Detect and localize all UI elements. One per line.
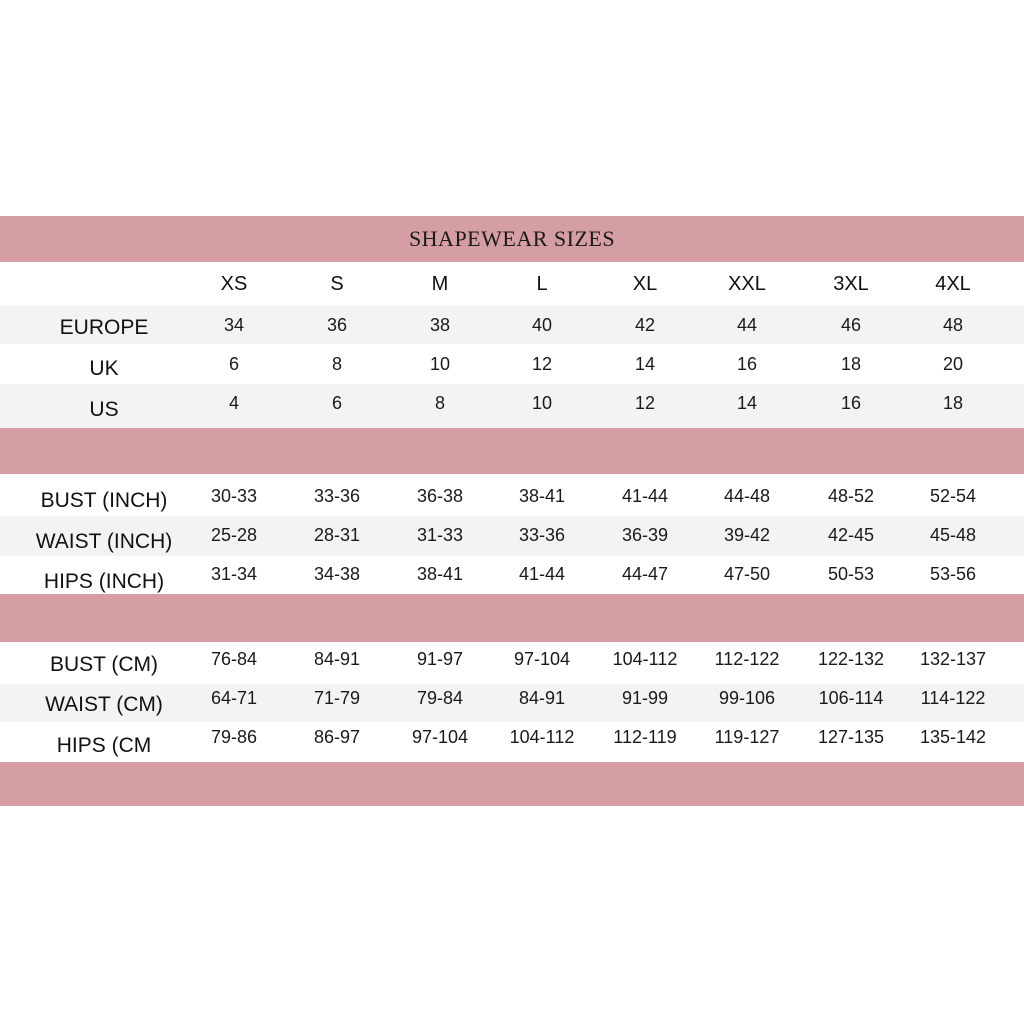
cm-measurement-cell: 135-142 [919,727,987,747]
section-divider-band [0,428,1024,474]
size-conversion-row-label: US [89,398,119,421]
cm-measurement-cell: 122-132 [817,649,885,669]
size-conversion-cell: 6 [228,354,239,374]
inch-measurement-cell: 31-34 [210,564,258,584]
size-header-s: S [330,273,344,295]
size-conversion-cell: 18 [942,393,964,413]
size-conversion-cell: 48 [942,315,964,335]
inch-measurement-cell: 36-38 [416,486,464,506]
size-header-4xl: 4XL [935,273,971,295]
cm-measurement-cell: 91-99 [621,688,669,708]
size-conversion-cell: 38 [429,315,451,335]
cm-measurement-cell: 97-104 [411,727,469,747]
inch-measurement-cell: 31-33 [416,525,464,545]
inch-measurement-cell: 50-53 [827,564,875,584]
cm-measurement-cell: 119-127 [714,727,780,747]
size-conversion-cell: 34 [223,315,245,335]
inch-measurement-cell: 25-28 [210,525,258,545]
inch-measurement-cell: 38-41 [518,486,566,506]
cm-measurement-cell: 132-137 [919,649,987,669]
cm-measurement-cell: 84-91 [313,649,361,669]
size-conversion-cell: 40 [531,315,553,335]
inch-measurement-cell: 42-45 [827,525,875,545]
inch-measurement-cell: 44-47 [621,564,669,584]
size-header-xxl: XXL [728,273,766,295]
inch-measurement-cell: 48-52 [827,486,875,506]
cm-measurement-cell: 114-122 [920,688,986,708]
inch-measurement-cell: 45-48 [929,525,977,545]
cm-measurement-cell: 99-106 [718,688,776,708]
inch-measurement-cell: 33-36 [518,525,566,545]
section-divider-band [0,594,1024,642]
cm-measurement-cell: 79-86 [210,727,258,747]
inch-measurement-row-label: BUST (INCH) [40,489,168,512]
cm-measurement-cell: 112-119 [613,727,677,747]
size-conversion-cell: 14 [634,354,656,374]
size-conversion-cell: 14 [736,393,758,413]
size-conversion-cell: 8 [331,354,342,374]
size-conversion-cell: 36 [326,315,348,335]
cm-measurement-cell: 104-112 [612,649,678,669]
cm-measurement-row-label: HIPS (CM [56,734,152,757]
size-conversion-row-label: UK [89,357,119,380]
inch-measurement-row-label: HIPS (INCH) [43,570,165,593]
cm-measurement-cell: 84-91 [518,688,566,708]
size-conversion-cell: 44 [736,315,758,335]
cm-measurement-cell: 79-84 [416,688,464,708]
inch-measurement-cell: 28-31 [313,525,361,545]
cm-measurement-cell: 91-97 [416,649,464,669]
size-conversion-cell: 46 [840,315,862,335]
size-conversion-cell: 10 [531,393,553,413]
size-conversion-cell: 12 [531,354,553,374]
inch-measurement-row-label: WAIST (INCH) [35,530,173,553]
cm-measurement-row-label: BUST (CM) [49,653,159,676]
table-title: SHAPEWEAR SIZES [408,226,616,251]
cm-measurement-cell: 106-114 [818,688,884,708]
cm-measurement-cell: 127-135 [817,727,885,747]
cm-measurement-row-label: WAIST (CM) [45,693,163,716]
inch-measurement-cell: 39-42 [723,525,771,545]
size-conversion-cell: 12 [634,393,656,413]
size-conversion-cell: 10 [429,354,451,374]
cm-measurement-cell: 64-71 [210,688,258,708]
cm-measurement-cell: 76-84 [210,649,258,669]
cm-measurement-cell: 71-79 [313,688,361,708]
size-conversion-cell: 20 [942,354,964,374]
size-header-m: M [431,273,449,295]
cm-measurement-cell: 97-104 [513,649,571,669]
inch-measurement-cell: 38-41 [416,564,464,584]
inch-measurement-cell: 30-33 [210,486,258,506]
inch-measurement-cell: 44-48 [723,486,771,506]
inch-measurement-cell: 53-56 [929,564,977,584]
size-header-l: L [536,273,548,295]
size-header-xl: XL [632,273,658,295]
size-header-3xl: 3XL [833,273,869,295]
size-conversion-cell: 16 [736,354,758,374]
size-conversion-cell: 42 [634,315,656,335]
size-conversion-cell: 6 [331,393,342,413]
size-conversion-cell: 4 [228,393,239,413]
inch-measurement-cell: 34-38 [313,564,361,584]
inch-measurement-cell: 41-44 [621,486,669,506]
bottom-band [0,762,1024,806]
inch-measurement-cell: 36-39 [621,525,669,545]
cm-measurement-cell: 104-112 [509,727,575,747]
inch-measurement-cell: 47-50 [723,564,771,584]
cm-measurement-cell: 112-122 [714,649,780,669]
inch-measurement-cell: 52-54 [929,486,977,506]
size-conversion-row-label: EUROPE [59,316,149,339]
size-conversion-cell: 18 [840,354,862,374]
inch-measurement-cell: 33-36 [313,486,361,506]
size-conversion-cell: 8 [434,393,445,413]
size-header-xs: XS [220,273,248,295]
inch-measurement-cell: 41-44 [518,564,566,584]
cm-measurement-cell: 86-97 [313,727,361,747]
size-conversion-cell: 16 [840,393,862,413]
